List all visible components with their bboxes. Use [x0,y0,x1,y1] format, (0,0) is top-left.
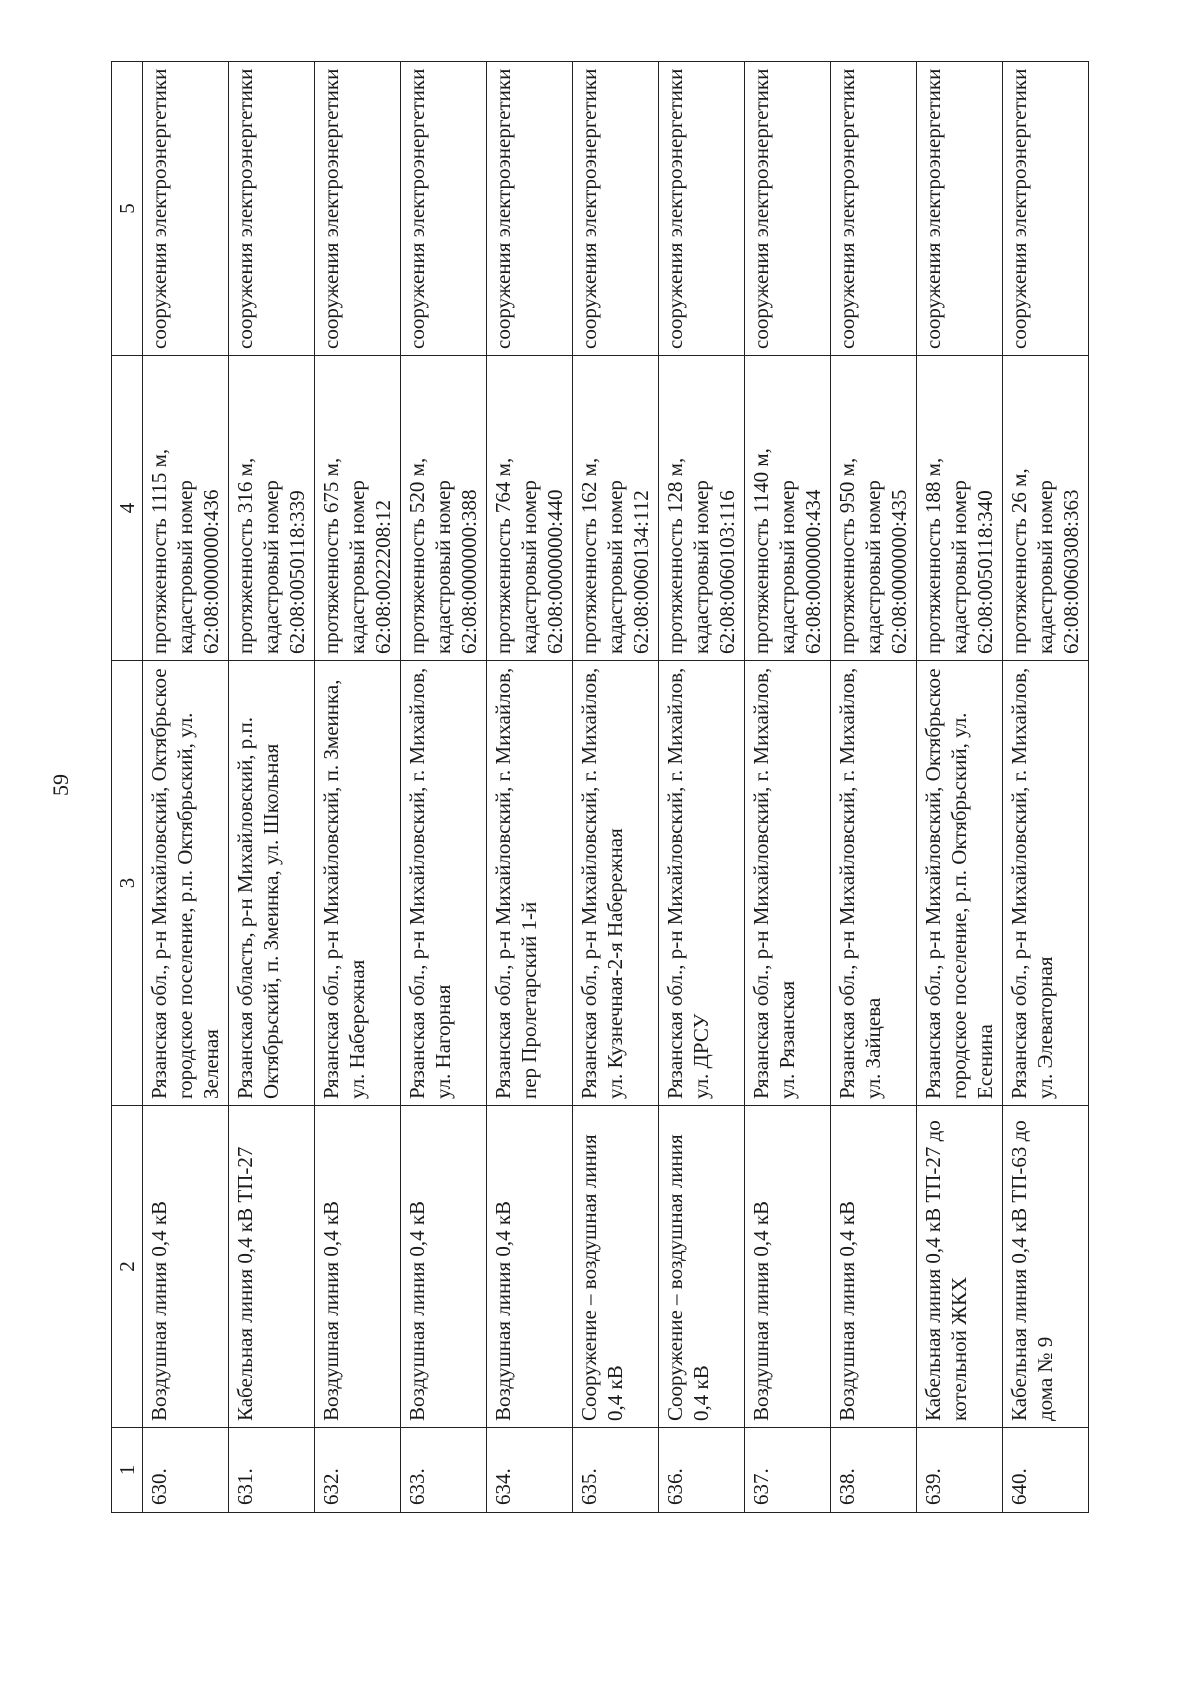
registry-table [111,61,1089,1513]
object-name: Воздушная линия 0,4 кВ [487,1106,573,1428]
table-row [831,62,917,1513]
object-specs: протяженность 675 м, кадастровый номер 62:08:0022208:12 [315,356,401,661]
object-specs: протяженность 1140 м, кадастровый номер 62:08:0000000:434 [745,356,831,661]
row-number: 637. [745,1428,831,1513]
object-category: сооружения электроэнергетики [487,62,573,356]
object-category: сооружения электроэнергетики [659,62,745,356]
object-name: Воздушная линия 0,4 кВ [315,1106,401,1428]
row-number: 635. [573,1428,659,1513]
object-category: сооружения электроэнергетики [315,62,401,356]
row-number: 640. [1003,1428,1089,1513]
row-number: 634. [487,1428,573,1513]
object-name: Кабельная линия 0,4 кВ ТП-27 до котельной ЖКХ [917,1106,1003,1428]
object-address: Рязанская обл., р-н Михайловский, г. Михайлов, ул. ДРСУ [659,661,745,1106]
object-category: сооружения электроэнергетики [1003,62,1089,356]
object-address: Рязанская обл., р-н Михайловский, г. Михайлов, ул. Нагорная [401,661,487,1106]
object-category: сооружения электроэнергетики [745,62,831,356]
table-row [659,62,745,1513]
table-row [573,62,659,1513]
table-row [917,62,1003,1513]
object-name: Сооружение – воздушная линия 0,4 кВ [573,1106,659,1428]
object-category: сооружения электроэнергетики [229,62,315,356]
object-category: сооружения электроэнергетики [143,62,229,356]
row-number: 633. [401,1428,487,1513]
column-header: 5 [112,62,143,356]
table-row [745,62,831,1513]
table-body [143,62,1089,1513]
registry-table-container [111,62,1083,1513]
page-number: 59 [48,774,73,796]
table-header-row [112,62,143,1513]
object-name: Сооружение – воздушная линия 0,4 кВ [659,1106,745,1428]
row-number: 632. [315,1428,401,1513]
object-name: Кабельная линия 0,4 кВ ТП-63 до дома № 9 [1003,1106,1089,1428]
table-row [143,62,229,1513]
row-number: 638. [831,1428,917,1513]
object-name: Кабельная линия 0,4 кВ ТП-27 [229,1106,315,1428]
row-number: 639. [917,1428,1003,1513]
row-number: 631. [229,1428,315,1513]
object-specs: протяженность 764 м, кадастровый номер 62:08:0000000:440 [487,356,573,661]
column-header: 4 [112,356,143,661]
object-specs: протяженность 1115 м, кадастровый номер 62:08:0000000:436 [143,356,229,661]
object-address: Рязанская обл., р-н Михайловский, г. Михайлов, ул. Зайцева [831,661,917,1106]
object-address: Рязанская область, р-н Михайловский, р.п. Октябрьский, п. Змеинка, ул. Школьная [229,661,315,1106]
table-row [315,62,401,1513]
object-specs: протяженность 188 м, кадастровый номер 62:08:0050118:340 [917,356,1003,661]
object-specs: протяженность 26 м, кадастровый номер 62:08:0060308:363 [1003,356,1089,661]
table-row [487,62,573,1513]
object-specs: протяженность 162 м, кадастровый номер 62:08:0060134:112 [573,356,659,661]
row-number: 630. [143,1428,229,1513]
column-header: 3 [112,661,143,1106]
object-address: Рязанская обл., р-н Михайловский, г. Михайлов, ул. Рязанская [745,661,831,1106]
column-header: 1 [112,1428,143,1513]
object-category: сооружения электроэнергетики [401,62,487,356]
object-specs: протяженность 128 м, кадастровый номер 62:08:0060103:116 [659,356,745,661]
column-header: 2 [112,1106,143,1428]
object-category: сооружения электроэнергетики [831,62,917,356]
object-name: Воздушная линия 0,4 кВ [143,1106,229,1428]
object-name: Воздушная линия 0,4 кВ [745,1106,831,1428]
object-name: Воздушная линия 0,4 кВ [401,1106,487,1428]
table-row [1003,62,1089,1513]
object-name: Воздушная линия 0,4 кВ [831,1106,917,1428]
object-address: Рязанская обл., р-н Михайловский, г. Михайлов, пер Пролетарский 1-й [487,661,573,1106]
object-specs: протяженность 316 м, кадастровый номер 62:08:0050118:339 [229,356,315,661]
table-row [229,62,315,1513]
object-category: сооружения электроэнергетики [573,62,659,356]
object-category: сооружения электроэнергетики [917,62,1003,356]
object-specs: протяженность 950 м, кадастровый номер 62:08:0000000:435 [831,356,917,661]
object-address: Рязанская обл., р-н Михайловский, Октябрьское городское поселение, р.п. Октябрьский, ул. Есенина [917,661,1003,1106]
object-address: Рязанская обл., р-н Михайловский, п. Змеинка, ул. Набережная [315,661,401,1106]
row-number: 636. [659,1428,745,1513]
object-address: Рязанская обл., р-н Михайловский, г. Михайлов, ул. Кузнечная-2-я Набережная [573,661,659,1106]
table-row [401,62,487,1513]
object-address: Рязанская обл., р-н Михайловский, г. Михайлов, ул. Элеваторная [1003,661,1089,1106]
object-address: Рязанская обл., р-н Михайловский, Октябрьское городское поселение, р.п. Октябрьский, ул. Зеленая [143,661,229,1106]
object-specs: протяженность 520 м, кадастровый номер 62:08:0000000:388 [401,356,487,661]
